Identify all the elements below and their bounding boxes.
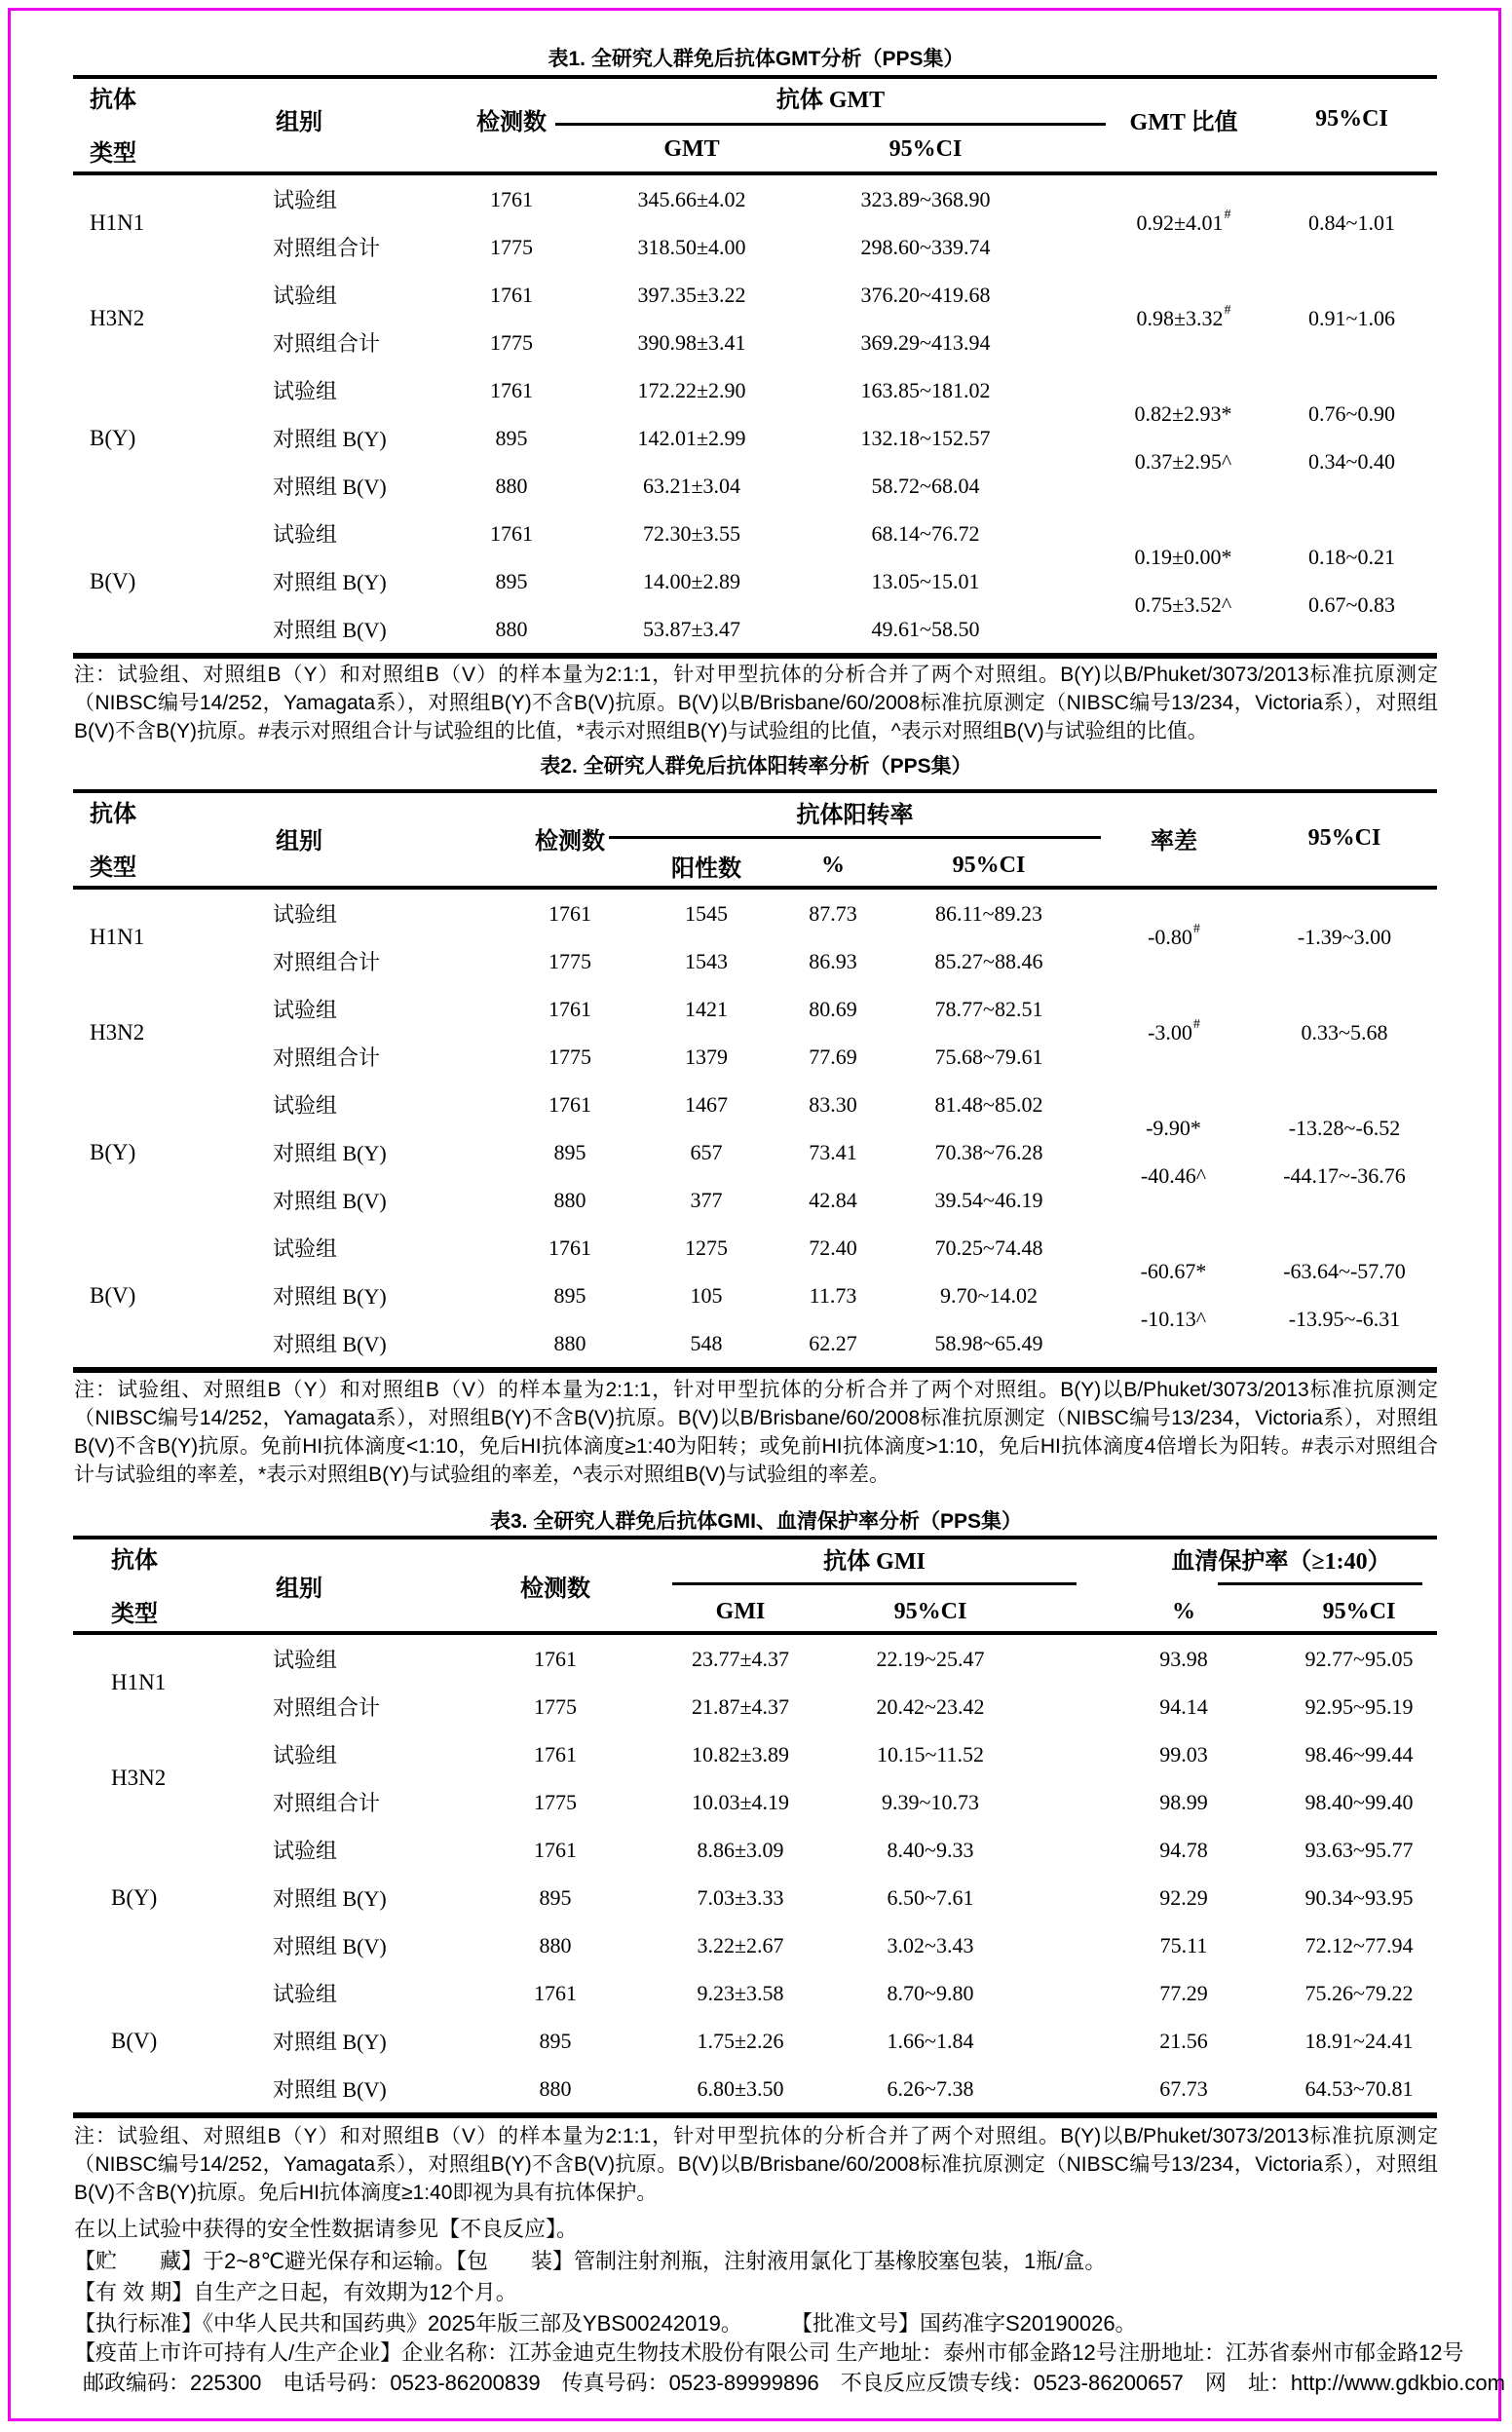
table1-top-rule [73,75,1437,79]
table3-header-gmi-span: 抗体 GMI [823,1548,926,1575]
group-cell: 试验组 [273,902,338,927]
gmt-ratio-cell: 0.19±0.00* 0.75±3.52^ [1134,545,1232,617]
group-cell: 试验组 [273,1236,338,1261]
table2-header-rate-diff: 率差 [1151,828,1197,855]
gmt-ratio-cell: 0.92±4.01 # [1136,208,1231,235]
gmt-ratio-cell: 0.82±2.93* 0.37±2.95^ [1134,401,1232,474]
protection-percent-cell: 94.14 [1159,1693,1208,1719]
group-cell: 对照组合计 [273,950,381,974]
protection-percent-cell: 98.99 [1159,1789,1208,1814]
positive-cell: 105 [690,1282,723,1308]
group-cell: 对照组 B(Y) [273,1284,387,1309]
rate-diff-cell: -3.00 # [1148,1017,1200,1045]
percent-cell: 83.30 [809,1091,857,1117]
antibody-type-label: H3N2 [111,1766,167,1790]
ci-cell: 132.18~152.57 [860,425,991,450]
table3-subheader-percent: % [1172,1598,1195,1624]
protection-percent-cell: 67.73 [1159,2075,1208,2101]
standard-line: 【执行标准】《中华人民共和国药典》2025年版三部及YBS00242019。 [74,2310,742,2336]
table2-bottom-rule [73,1367,1437,1373]
table2-note: 注：试验组、对照组B（Y）和对照组B（V）的样本量为2:1:1，针对甲型抗体的分析合并了两个对照组。B(Y)以B/Phuket/3073/2013标准抗原测定（NIBSC编号14/252，Yamagata系），对照组B(Y)不含B(V)抗原。B(V)以B/Brisbane/60/2008标准抗原测定（NIBSC编号13/234，Victoria系），对照组B(V)不含B(Y)抗原。免前HI抗体滴度<1:10，免后HI抗体滴度≥1:40为阳转；或免前HI抗体滴度>1:10，免后HI抗体滴度4倍增长为阳转。#表示对照组合计与试验组的率差，*表示对照组B(Y)与试验组的率差，^表示对照组B(V)与试验组的率差。 [74,1379,1438,1486]
group-cell: 试验组 [273,284,338,308]
group-cell: 对照组 B(V) [273,618,387,642]
protection-ci-cell: 72.12~77.94 [1304,1932,1414,1957]
n-cell: 880 [495,473,528,498]
group-cell: 对照组 B(V) [273,475,387,499]
gmt-cell: 390.98±3.41 [637,329,746,355]
protection-percent-cell: 21.56 [1159,2028,1208,2053]
diff-ci-cell: 0.33~5.68 [1301,1020,1388,1045]
n-cell: 1761 [548,900,591,926]
rate-diff-cell: -0.80 # [1148,922,1200,949]
ci-cell: 85.27~88.46 [934,948,1043,973]
protection-percent-cell: 92.29 [1159,1884,1208,1910]
group-cell: 对照组合计 [273,331,381,356]
n-cell: 895 [495,568,528,593]
gmi-cell: 3.22±2.67 [697,1932,784,1957]
n-cell: 1775 [534,1789,577,1814]
gmi-cell: 10.03±4.19 [691,1789,790,1814]
antibody-type-label: B(Y) [90,1139,136,1164]
percent-cell: 11.73 [809,1282,857,1308]
ci-cell: 39.54~46.19 [934,1187,1043,1212]
n-cell: 1761 [490,520,533,546]
group-cell: 试验组 [273,1093,338,1118]
gmi-cell: 1.75±2.26 [697,2028,784,2053]
positive-cell: 1467 [685,1091,728,1117]
table3-protection-subrule [1218,1582,1422,1585]
n-cell: 1761 [534,1980,577,2005]
protection-percent-cell: 93.98 [1159,1646,1208,1671]
percent-cell: 77.69 [809,1044,857,1069]
diff-ci-cell: -63.64~-57.70 -13.95~-6.31 [1283,1259,1406,1331]
table1-header-ratio-ci: 95%CI [1315,105,1388,132]
group-cell: 试验组 [273,998,338,1022]
ci-cell: 20.42~23.42 [876,1693,985,1719]
ci-cell: 86.11~89.23 [934,900,1043,926]
group-cell: 试验组 [273,188,338,212]
group-cell: 对照组 B(V) [273,1934,387,1958]
gmi-cell: 9.23±3.58 [697,1980,784,2005]
n-cell: 895 [553,1139,586,1164]
antibody-type-label: B(V) [90,568,136,593]
ci-cell: 68.14~76.72 [871,520,980,546]
table3-note: 注：试验组、对照组B（Y）和对照组B（V）的样本量为2:1:1，针对甲型抗体的分析合并了两个对照组。B(Y)以B/Phuket/3073/2013标准抗原测定（NIBSC编号14/252，Yamagata系），对照组B(Y)不含B(V)抗原。B(V)以B/Brisbane/60/2008标准抗原测定（NIBSC编号13/234，Victoria系），对照组B(V)不含B(Y)抗原。免后HI抗体滴度≥1:40即视为具有抗体保护。 [74,2125,1438,2204]
table3-top-rule [73,1536,1437,1539]
group-cell: 对照组 B(Y) [273,570,387,594]
group-cell: 对照组合计 [273,236,381,260]
ratio-ci-cell: 0.18~0.21 0.67~0.83 [1308,545,1395,617]
protection-percent-cell: 99.03 [1159,1741,1208,1767]
gmt-cell: 172.22±2.90 [637,377,746,402]
gmi-cell: 7.03±3.33 [697,1884,784,1910]
n-cell: 1761 [534,1646,577,1671]
protection-ci-cell: 98.46~99.44 [1304,1741,1414,1767]
ratio-ci-cell: 0.84~1.01 [1308,210,1395,235]
group-cell: 对照组 B(Y) [273,1886,387,1911]
gmi-cell: 23.77±4.37 [691,1646,790,1671]
antibody-type-label: B(V) [90,1282,136,1308]
ci-cell: 58.98~65.49 [934,1330,1043,1355]
protection-percent-cell: 75.11 [1159,1932,1208,1957]
table2-subheader-ci: 95%CI [952,852,1026,878]
n-cell: 1761 [490,186,533,211]
protection-ci-cell: 92.77~95.05 [1304,1646,1414,1671]
positive-cell: 377 [690,1187,723,1212]
ci-cell: 13.05~15.01 [871,568,980,593]
positive-cell: 1543 [685,948,728,973]
table3-title: 表3. 全研究人群免后抗体GMI、血清保护率分析（PPS集） [489,1510,1023,1533]
percent-cell: 42.84 [809,1187,857,1212]
n-cell: 1761 [548,1235,591,1260]
gmi-cell: 10.82±3.89 [691,1741,790,1767]
ci-cell: 81.48~85.02 [934,1091,1043,1117]
table1-header-gmt-span: 抗体 GMT [775,87,886,113]
ci-cell: 78.77~82.51 [934,996,1043,1021]
table1-bottom-rule [73,653,1437,659]
percent-cell: 72.40 [809,1235,857,1260]
ratio-ci-cell: 0.91~1.06 [1308,306,1395,330]
gmt-cell: 14.00±2.89 [642,568,741,593]
percent-cell: 80.69 [809,996,857,1021]
ci-cell: 163.85~181.02 [860,377,991,402]
table3-subheader-gmi: GMI [715,1598,766,1624]
percent-cell: 87.73 [809,900,857,926]
ci-cell: 376.20~419.68 [860,282,991,307]
n-cell: 895 [553,1282,586,1308]
group-cell: 对照组 B(Y) [273,427,387,451]
protection-ci-cell: 92.95~95.19 [1304,1693,1414,1719]
n-cell: 1761 [490,377,533,402]
ci-cell: 6.50~7.61 [887,1884,974,1910]
gmt-cell: 142.01±2.99 [637,425,746,450]
n-cell: 880 [539,2075,572,2101]
storage-packaging-line: 【贮 藏】于2~8℃避光保存和运输。【包 装】管制注射剂瓶，注射液用氯化丁基橡胶塞包装，1瓶/盒。 [74,2248,1107,2273]
ci-cell: 6.26~7.38 [887,2075,974,2101]
antibody-type-label: B(V) [111,2028,158,2053]
group-cell: 对照组 B(V) [273,2077,387,2102]
n-cell: 1761 [534,1837,577,1862]
ci-cell: 369.29~413.94 [860,329,991,355]
ci-cell: 8.70~9.80 [887,1980,974,2005]
table3-header-seroprotection-span: 血清保护率（≥1:40） [1171,1548,1391,1575]
group-cell: 对照组 B(V) [273,1332,387,1356]
ratio-ci-cell: 0.76~0.90 0.34~0.40 [1308,401,1395,474]
ci-cell: 75.68~79.61 [934,1044,1043,1069]
ci-cell: 58.72~68.04 [871,473,980,498]
protection-ci-cell: 18.91~24.41 [1304,2028,1414,2053]
table2-header-group: 组别 [276,828,322,855]
table1-header-antibody-line1: 抗体 [90,87,136,113]
positive-cell: 657 [690,1139,723,1164]
table3-header-n: 检测数 [520,1576,590,1602]
positive-cell: 1379 [685,1044,728,1069]
n-cell: 1761 [548,996,591,1021]
gmt-ratio-cell: 0.98±3.32 # [1136,303,1231,330]
ci-cell: 298.60~339.74 [860,234,991,259]
group-cell: 对照组 B(V) [273,1189,387,1213]
manufacturer-line: 【疫苗上市许可持有人/生产企业】企业名称：江苏金迪克生物技术股份有限公司 生产地址：泰州市郁金路12号 [74,2339,1117,2365]
gmt-cell: 53.87±3.47 [642,616,741,641]
n-cell: 880 [539,1932,572,1957]
gmt-cell: 397.35±3.22 [637,282,746,307]
group-cell: 试验组 [273,379,338,403]
table-row [0,1921,1512,1969]
table-row [0,1826,1512,1874]
percent-cell: 62.27 [809,1330,857,1355]
contact-line: 邮政编码：225300 电话号码：0523-86200839 传真号码：0523-89999896 不良反应反馈专线：0523-86200657 网 址：http://www.gdkbio.com [83,2370,1505,2395]
positive-cell: 1421 [685,996,728,1021]
table3-header-antibody-line2: 类型 [111,1601,158,1627]
table1-header-antibody-line2: 类型 [90,140,136,167]
table-row [0,1969,1512,2017]
n-cell: 880 [553,1330,586,1355]
n-cell: 1761 [548,1091,591,1117]
table1-header-gmt-ratio: GMT 比值 [1129,109,1238,135]
percent-cell: 73.41 [809,1139,857,1164]
n-cell: 1775 [490,329,533,355]
protection-ci-cell: 93.63~95.77 [1304,1837,1414,1862]
table3-header-antibody-line1: 抗体 [111,1547,158,1574]
n-cell: 895 [495,425,528,450]
table-row [0,1874,1512,1921]
ci-cell: 3.02~3.43 [887,1932,974,1957]
antibody-type-label: H1N1 [90,925,145,949]
n-cell: 1775 [534,1693,577,1719]
approval-number-line: 【批准文号】国药准字S20190026。 [791,2310,1137,2336]
gmt-cell: 345.66±4.02 [637,186,746,211]
table-row [0,1730,1512,1778]
group-cell: 试验组 [273,1839,338,1863]
diff-ci-cell: -1.39~3.00 [1297,925,1392,949]
antibody-type-label: H1N1 [111,1670,167,1694]
diff-ci-cell: -13.28~-6.52 -44.17~-36.76 [1283,1116,1406,1188]
n-cell: 1775 [490,234,533,259]
table1-title: 表1. 全研究人群免后抗体GMT分析（PPS集） [548,48,964,70]
protection-percent-cell: 94.78 [1159,1837,1208,1862]
table-row [0,1778,1512,1826]
n-cell: 1775 [548,1044,591,1069]
rate-diff-cell: -9.90* -40.46^ [1140,1116,1207,1188]
ci-cell: 9.39~10.73 [882,1789,979,1814]
group-cell: 试验组 [273,1648,338,1672]
gmi-cell: 8.86±3.09 [697,1837,784,1862]
table2-header-antibody-line2: 类型 [90,855,136,881]
antibody-type-label: H3N2 [90,306,145,330]
n-cell: 880 [553,1187,586,1212]
protection-ci-cell: 98.40~99.40 [1304,1789,1414,1814]
group-cell: 对照组合计 [273,1045,381,1070]
positive-cell: 1545 [685,900,728,926]
table2-header-diff-ci: 95%CI [1307,824,1381,851]
n-cell: 880 [495,616,528,641]
table-row [0,2065,1512,2112]
n-cell: 1761 [534,1741,577,1767]
group-cell: 对照组 B(Y) [273,1141,387,1165]
percent-cell: 86.93 [809,948,857,973]
table3-bottom-rule [73,2112,1437,2118]
gmt-cell: 72.30±3.55 [642,520,741,546]
ci-cell: 8.40~9.33 [887,1837,974,1862]
ci-cell: 70.38~76.28 [934,1139,1043,1164]
table1-gmt-subrule [555,123,1106,126]
table1-note: 注：试验组、对照组B（Y）和对照组B（V）的样本量为2:1:1，针对甲型抗体的分析合并了两个对照组。B(Y)以B/Phuket/3073/2013标准抗原测定（NIBSC编号14/252，Yamagata系），对照组B(Y)不含B(V)抗原。B(V)以B/Brisbane/60/2008标准抗原测定（NIBSC编号13/234，Victoria系），对照组B(V)不含B(Y)抗原。#表示对照组合计与试验组的比值，*表示对照组B(Y)与试验组的比值，^表示对照组B(V)与试验组的比值。 [74,664,1438,742]
table2-subheader-positive: 阳性数 [671,855,741,882]
group-cell: 对照组 B(Y) [273,2030,387,2054]
protection-percent-cell: 77.29 [1159,1980,1208,2005]
protection-ci-cell: 90.34~93.95 [1304,1884,1414,1910]
validity-line: 【有 效 期】自生产之日起，有效期为12个月。 [74,2279,517,2304]
table-row [0,1683,1512,1730]
antibody-type-label: B(Y) [90,425,136,450]
gmi-cell: 21.87±4.37 [691,1693,790,1719]
table2-subheader-percent: % [821,852,845,878]
table3-gmi-subrule [672,1582,1077,1585]
rate-diff-cell: -60.67* -10.13^ [1140,1259,1207,1331]
gmt-cell: 318.50±4.00 [637,234,746,259]
table2-header-n: 检测数 [535,828,605,855]
group-cell: 试验组 [273,1982,338,2006]
ci-cell: 10.15~11.52 [876,1741,985,1767]
protection-ci-cell: 64.53~70.81 [1304,2075,1414,2101]
table3-header-group: 组别 [276,1576,322,1602]
n-cell: 1761 [490,282,533,307]
n-cell: 895 [539,2028,572,2053]
table2-top-rule [73,789,1437,793]
table2-header-seroconversion-span: 抗体阳转率 [796,802,914,828]
ci-cell: 1.66~1.84 [887,2028,974,2053]
positive-cell: 1275 [685,1235,728,1260]
table1-header-group: 组别 [276,109,322,135]
ci-cell: 22.19~25.47 [876,1646,985,1671]
table1-subheader-ci: 95%CI [888,135,963,162]
group-cell: 对照组合计 [273,1791,381,1815]
safety-data-line: 在以上试验中获得的安全性数据请参见【不良反应】。 [74,2216,579,2241]
ci-cell: 70.25~74.48 [934,1235,1043,1260]
table1-header-n: 检测数 [476,109,547,135]
ci-cell: 323.89~368.90 [860,186,991,211]
antibody-type-label: B(Y) [111,1884,158,1910]
table-row [0,1635,1512,1683]
table2-subrule [609,836,1101,839]
registered-address: 注册地址：江苏省泰州市郁金路12号 [1118,2339,1464,2365]
n-cell: 895 [539,1884,572,1910]
gmt-cell: 63.21±3.04 [642,473,741,498]
group-cell: 试验组 [273,1743,338,1767]
table2-title: 表2. 全研究人群免后抗体阳转率分析（PPS集） [540,755,972,778]
table1-subheader-gmt: GMT [663,135,720,162]
protection-ci-cell: 75.26~79.22 [1304,1980,1414,2005]
table-row [0,2017,1512,2065]
group-cell: 对照组合计 [273,1695,381,1720]
antibody-type-label: H3N2 [90,1020,145,1045]
positive-cell: 548 [690,1330,723,1355]
table3-subheader-percent-ci: 95%CI [1322,1598,1396,1624]
table2-header-antibody-line1: 抗体 [90,801,136,827]
group-cell: 试验组 [273,522,338,547]
ci-cell: 49.61~58.50 [871,616,980,641]
antibody-type-label: H1N1 [90,210,145,235]
ci-cell: 9.70~14.02 [940,1282,1038,1308]
table3-subheader-ci: 95%CI [893,1598,967,1624]
n-cell: 1775 [548,948,591,973]
gmi-cell: 6.80±3.50 [697,2075,784,2101]
